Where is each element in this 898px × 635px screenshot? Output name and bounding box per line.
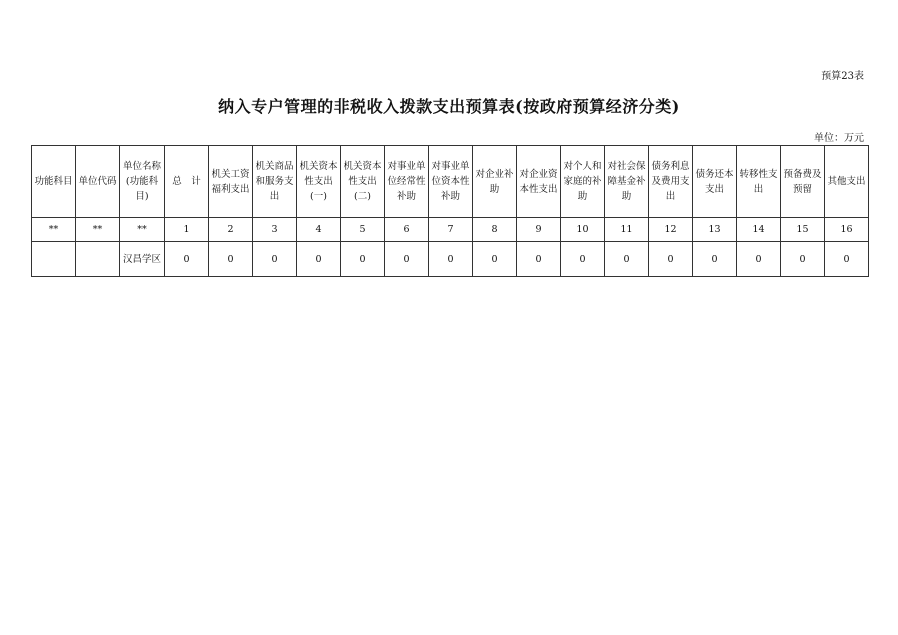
index-cell: 13 — [693, 218, 737, 242]
column-header: 对企业资本性支出 — [517, 146, 561, 218]
table-cell: 0 — [253, 242, 297, 277]
index-cell: 6 — [385, 218, 429, 242]
index-cell: 11 — [605, 218, 649, 242]
column-header: 单位代码 — [76, 146, 120, 218]
page-title: 纳入专户管理的非税收入拨款支出预算表(按政府预算经济分类) — [218, 97, 680, 116]
index-cell: 2 — [209, 218, 253, 242]
column-header: 对个人和家庭的补助 — [561, 146, 605, 218]
column-header: 机关商品和服务支出 — [253, 146, 297, 218]
index-cell: 8 — [473, 218, 517, 242]
index-cell: 10 — [561, 218, 605, 242]
table-cell: 0 — [341, 242, 385, 277]
table-cell: 0 — [429, 242, 473, 277]
column-header: 对社会保障基金补助 — [605, 146, 649, 218]
column-header: 功能科目 — [32, 146, 76, 218]
column-header: 机关工资福利支出 — [209, 146, 253, 218]
column-header: 债务还本支出 — [693, 146, 737, 218]
index-cell: ** — [32, 218, 76, 242]
index-cell: ** — [76, 218, 120, 242]
index-cell: 3 — [253, 218, 297, 242]
index-cell: 4 — [297, 218, 341, 242]
table-header-row — [32, 146, 869, 218]
column-header: 对事业单位资本性补助 — [429, 146, 473, 218]
table-cell: 0 — [737, 242, 781, 277]
column-header: 总 计 — [165, 146, 209, 218]
column-header: 对事业单位经常性补助 — [385, 146, 429, 218]
table-cell: 0 — [165, 242, 209, 277]
column-header: 其他支出 — [825, 146, 869, 218]
budget-table — [31, 145, 869, 277]
column-header: 单位名称(功能科目) — [120, 146, 165, 218]
table-cell: 0 — [517, 242, 561, 277]
table-cell: 0 — [605, 242, 649, 277]
table-cell: 0 — [297, 242, 341, 277]
index-cell: 15 — [781, 218, 825, 242]
column-header: 机关资本性支出(二) — [341, 146, 385, 218]
table-cell — [32, 242, 76, 277]
table-number: 预算23表 — [821, 71, 864, 82]
index-cell: 9 — [517, 218, 561, 242]
table-cell: 0 — [385, 242, 429, 277]
table-cell: 0 — [693, 242, 737, 277]
unit-label: 单位：万元 — [814, 133, 864, 144]
table-cell — [76, 242, 120, 277]
table-cell: 0 — [561, 242, 605, 277]
table-row — [32, 242, 869, 277]
table-cell: 0 — [209, 242, 253, 277]
index-cell: ** — [120, 218, 165, 242]
column-header: 对企业补助 — [473, 146, 517, 218]
table-cell: 0 — [649, 242, 693, 277]
index-cell: 14 — [737, 218, 781, 242]
table-cell: 0 — [825, 242, 869, 277]
index-cell: 1 — [165, 218, 209, 242]
index-cell: 7 — [429, 218, 473, 242]
index-cell: 16 — [825, 218, 869, 242]
table-cell: 0 — [473, 242, 517, 277]
column-header: 转移性支出 — [737, 146, 781, 218]
column-index-row — [32, 218, 869, 242]
index-cell: 5 — [341, 218, 385, 242]
table-cell: 汉昌学区 — [120, 242, 165, 277]
column-header: 机关资本性支出(一) — [297, 146, 341, 218]
column-header: 预备费及预留 — [781, 146, 825, 218]
index-cell: 12 — [649, 218, 693, 242]
table-cell: 0 — [781, 242, 825, 277]
column-header: 债务利息及费用支出 — [649, 146, 693, 218]
